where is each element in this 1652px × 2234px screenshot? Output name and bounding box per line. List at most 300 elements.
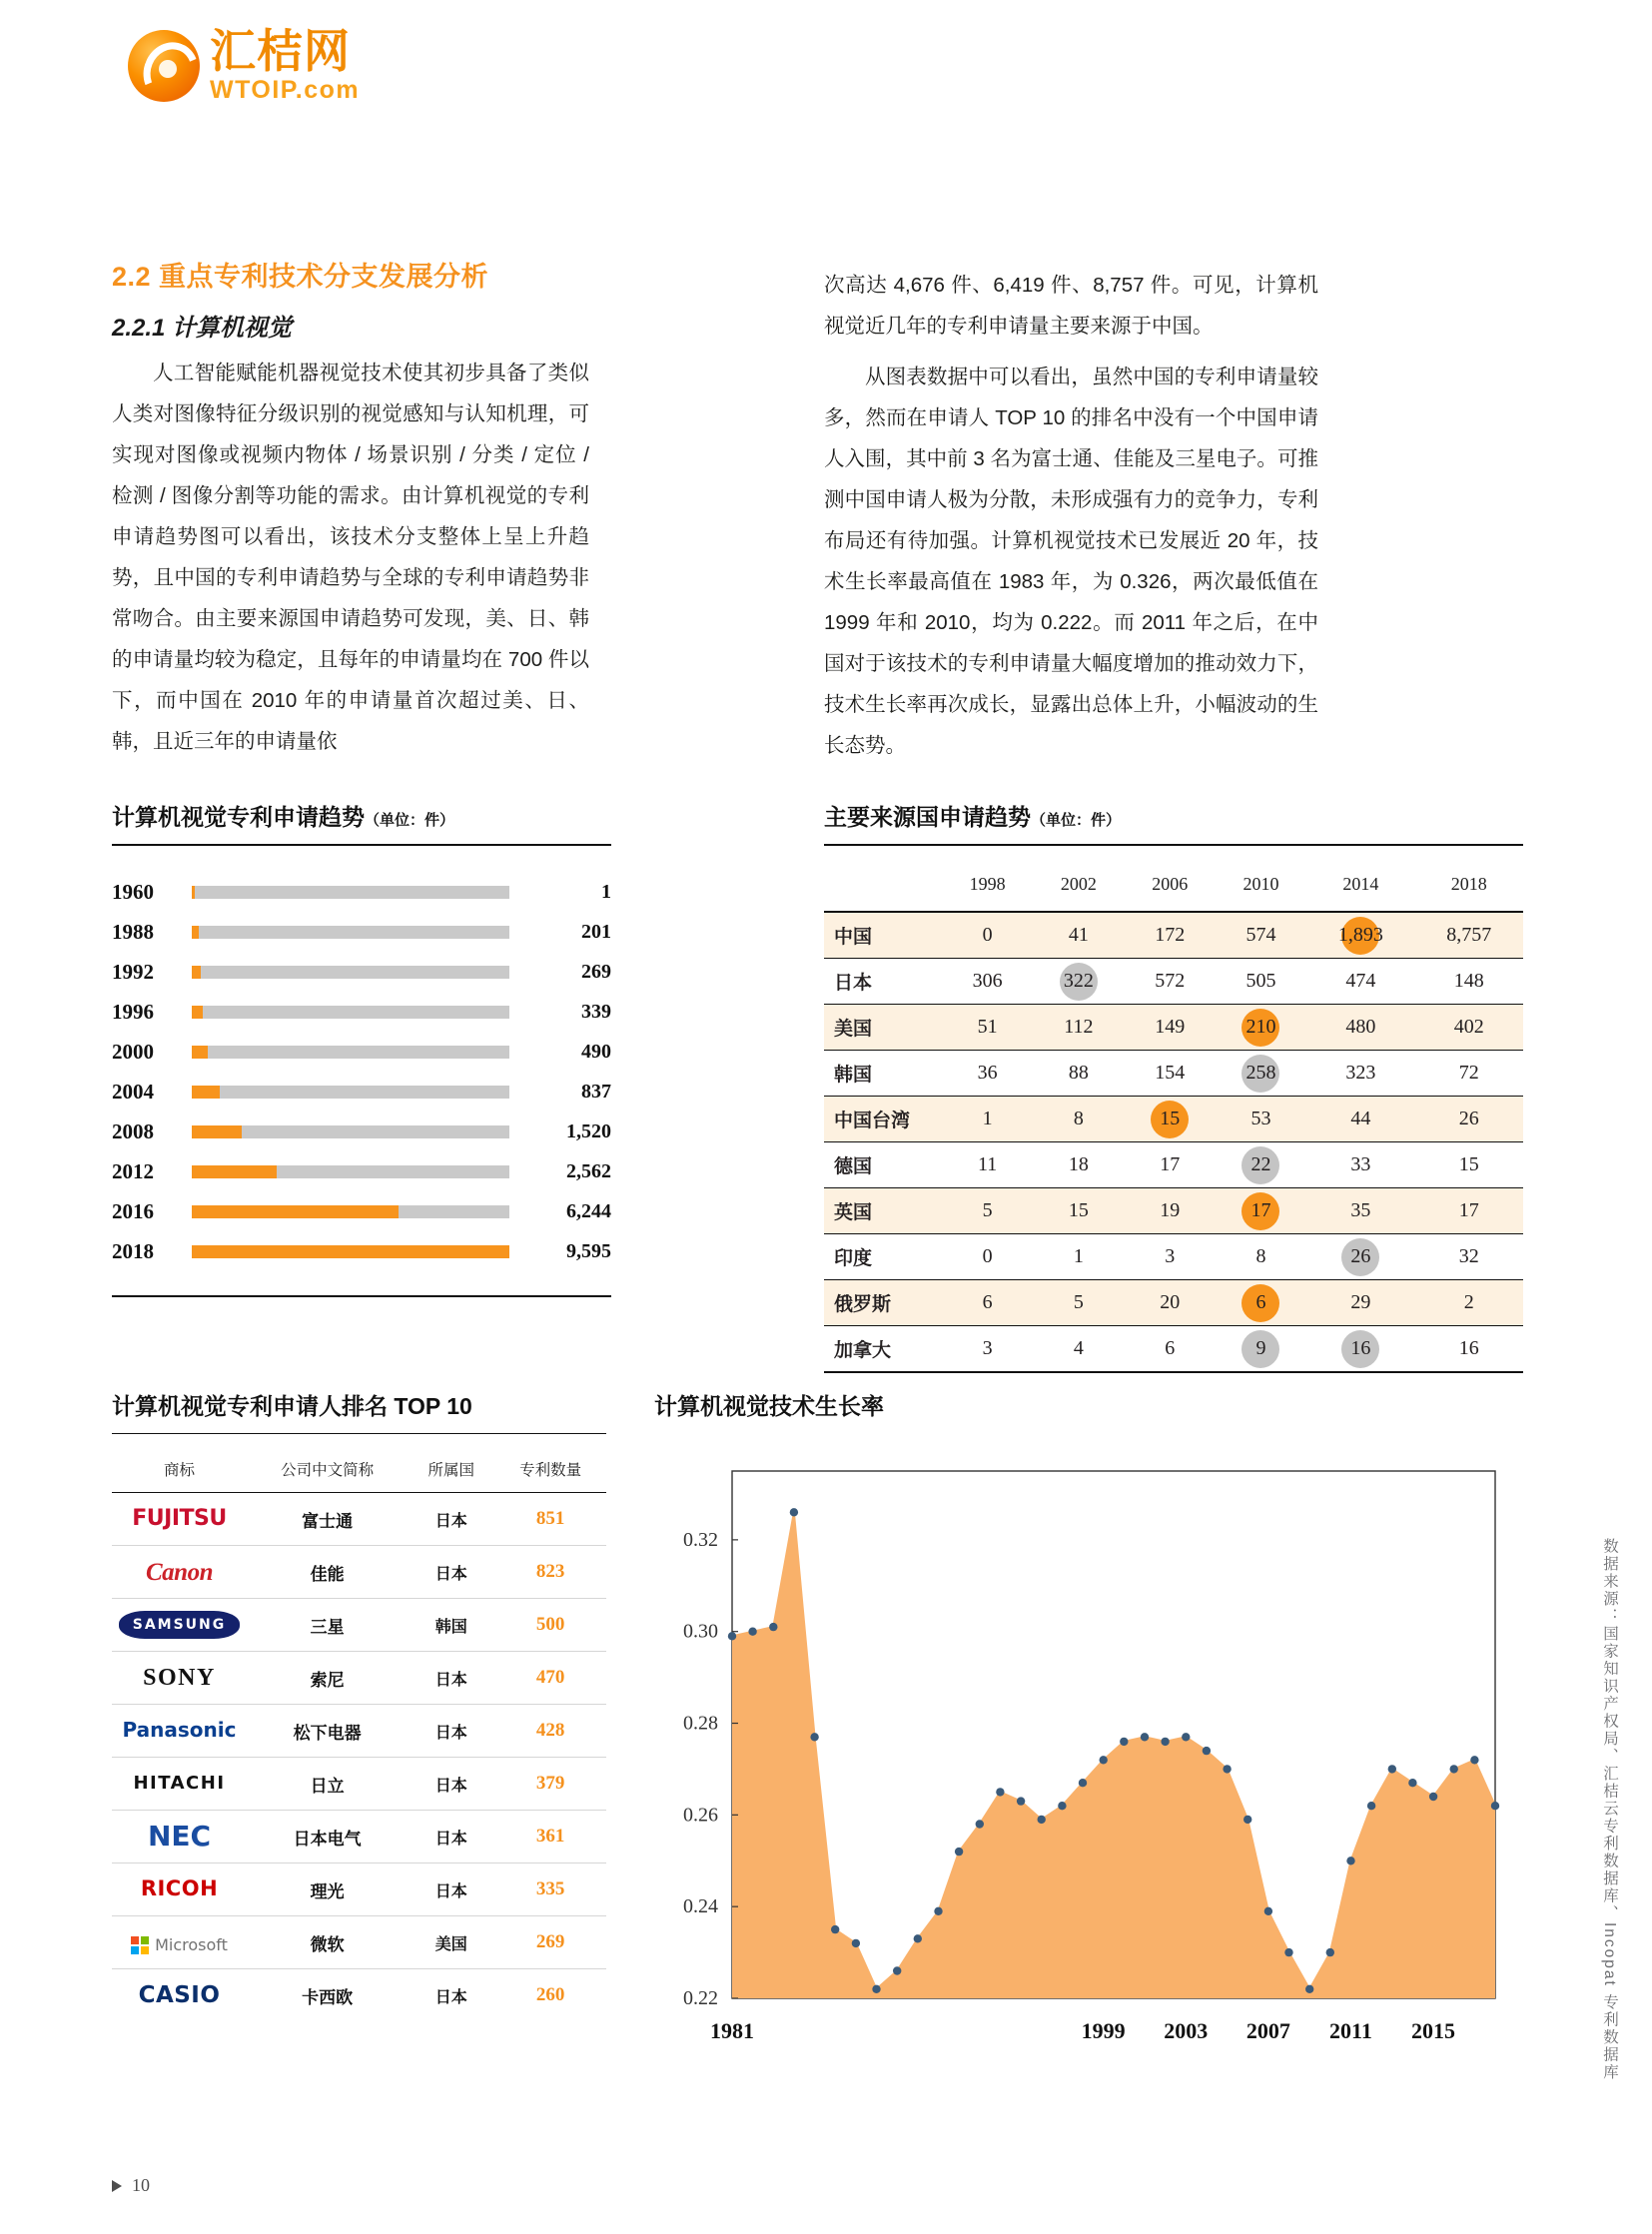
country-cell xyxy=(408,1493,494,1546)
bar-year-label: 2016 xyxy=(112,1198,154,1223)
data-point-marker xyxy=(1284,1948,1292,1956)
cell-value: 2 xyxy=(1463,1291,1474,1313)
bar-track xyxy=(192,966,509,979)
bar-chart-title: 计算机视觉专利申请趋势 xyxy=(112,804,365,830)
cell-value: 29 xyxy=(1350,1291,1371,1313)
bar-fill xyxy=(192,1046,208,1059)
country-name-cell: 日本 xyxy=(824,959,942,1005)
patent-count-cell xyxy=(494,1969,606,2022)
table-row xyxy=(824,1234,1523,1280)
country-cell xyxy=(408,1705,494,1758)
cell-value: 112 xyxy=(1064,1016,1094,1038)
country-value-cell xyxy=(1306,1280,1414,1326)
data-point-marker xyxy=(1203,1747,1211,1755)
brand-wordmark: Microsoft xyxy=(155,1934,228,1954)
bar-chart-unit: （单位：件） xyxy=(365,812,455,829)
cell-value: 3 xyxy=(982,1337,993,1359)
body-paragraph-right-2: 从图表数据中可以看出，虽然中国的专利申请量较多，然而在申请人 TOP 10 的排名中没有一个中国申请人入围，其中前 3 名为富士通、佳能及三星电子。可推测中国申请人极为分散，未形成强有力的竞争力，专利布局还有待加强。计算机视觉技术已发展近 20 年，技术生长率最高值在 1983 年，为 0.326，两次最低值在 1999 年和 2010，均为 0.222。而 2011 年之后，在中国对于该技术的专利申请量大幅度增加的推动效力下，技术生长率再次成长，显露出总体上升，小幅波动的生长态势。 xyxy=(824,366,1318,757)
cell-value: 4 xyxy=(1073,1337,1084,1359)
cell-value: 379 xyxy=(535,1773,565,1794)
brand-logo-cell xyxy=(112,1758,247,1811)
cell-value: 26 xyxy=(1458,1108,1479,1129)
table-row xyxy=(112,1916,606,1969)
bar-track xyxy=(192,1205,509,1218)
bar-value-label: 2,562 xyxy=(566,1159,611,1182)
data-point-marker xyxy=(852,1939,860,1947)
cell-value: 20 xyxy=(1160,1291,1181,1313)
cell-value: 16 xyxy=(1350,1337,1371,1359)
brand-logo-cell xyxy=(112,1863,247,1916)
table-row xyxy=(824,1005,1523,1051)
bar-value-label: 269 xyxy=(581,960,611,983)
data-point-marker xyxy=(1470,1756,1478,1764)
site-logo xyxy=(128,25,361,104)
data-point-marker xyxy=(1141,1733,1149,1741)
bar-row xyxy=(112,992,611,1032)
y-axis-tick-label: 0.22 xyxy=(683,1987,718,2009)
country-table-col-header: 2002 xyxy=(1033,860,1124,912)
country-value-cell xyxy=(1125,1280,1216,1326)
x-axis-tick-label: 2007 xyxy=(1245,2018,1290,2043)
cell-value: 210 xyxy=(1245,1016,1276,1038)
country-value-cell xyxy=(1033,1051,1124,1097)
cell-value: 335 xyxy=(535,1878,565,1899)
cell-value: 15 xyxy=(1068,1199,1089,1221)
country-value-cell xyxy=(1415,1051,1523,1097)
cell-value: 11 xyxy=(978,1153,998,1175)
country-name-cell: 韩国 xyxy=(824,1051,942,1097)
cell-value: 6 xyxy=(982,1291,993,1313)
logo-domain: WTOIP.com xyxy=(210,76,361,104)
bar-year-label: 2012 xyxy=(112,1158,154,1183)
cell-value: 日本 xyxy=(434,1671,467,1689)
top10-col-header: 所属国 xyxy=(408,1448,494,1493)
data-point-marker xyxy=(1408,1779,1416,1787)
bar-row xyxy=(112,912,611,952)
data-point-marker xyxy=(1450,1765,1458,1773)
source-country-trend-table xyxy=(824,799,1523,1373)
cell-value: 35 xyxy=(1350,1199,1371,1221)
microsoft-squares-icon xyxy=(131,1936,149,1954)
country-value-cell xyxy=(942,1326,1033,1373)
cell-value: 51 xyxy=(977,1016,998,1038)
data-point-marker xyxy=(1058,1802,1066,1810)
bar-value-label: 837 xyxy=(581,1080,611,1103)
bar-year-label: 2008 xyxy=(112,1118,154,1143)
cell-value: 佳能 xyxy=(310,1564,345,1584)
x-axis-tick-label: 2003 xyxy=(1164,2018,1209,2043)
cell-value: 日本 xyxy=(434,1777,467,1795)
company-name-cell xyxy=(247,1916,408,1969)
brand-wordmark: NEC xyxy=(147,1820,212,1853)
triangle-icon xyxy=(112,2180,122,2192)
country-value-cell xyxy=(1125,1234,1216,1280)
company-name-cell xyxy=(247,1705,408,1758)
country-name-cell: 德国 xyxy=(824,1142,942,1188)
country-cell xyxy=(408,1546,494,1599)
bar-row xyxy=(112,1151,611,1191)
bar-track xyxy=(192,1086,509,1099)
country-value-cell xyxy=(1415,1005,1523,1051)
country-value-cell xyxy=(1125,1142,1216,1188)
data-point-marker xyxy=(1491,1802,1499,1810)
country-value-cell xyxy=(1216,1280,1306,1326)
top10-header-row xyxy=(112,1448,606,1493)
country-value-cell xyxy=(1415,1188,1523,1234)
x-axis-tick-label: 1999 xyxy=(1081,2018,1126,2043)
patent-count-cell xyxy=(494,1811,606,1863)
cell-value: 572 xyxy=(1155,970,1186,992)
cell-value: 470 xyxy=(535,1667,565,1688)
table-row xyxy=(112,1811,606,1863)
y-axis-tick-label: 0.30 xyxy=(683,1620,718,1643)
cell-value: 日本 xyxy=(434,1724,467,1742)
bar-row xyxy=(112,1112,611,1151)
patent-trend-bar-chart xyxy=(112,799,611,1297)
patent-count-cell xyxy=(494,1916,606,1969)
data-point-marker xyxy=(893,1966,901,1974)
cell-value: 260 xyxy=(535,1984,565,2006)
data-point-marker xyxy=(831,1925,839,1933)
patent-count-cell xyxy=(494,1599,606,1652)
bar-chart-bottom-rule xyxy=(112,1295,611,1297)
country-value-cell xyxy=(942,1097,1033,1142)
company-name-cell xyxy=(247,1652,408,1705)
data-source-note: 数据来源：国家知识产权局、汇桔云专利数据库、Incopat 专利数据库 xyxy=(1601,1538,1618,2081)
bar-fill xyxy=(192,1205,399,1218)
table-row xyxy=(824,959,1523,1005)
y-axis-tick-label: 0.28 xyxy=(683,1712,718,1735)
cell-value: 269 xyxy=(535,1931,565,1952)
data-point-marker xyxy=(1388,1765,1396,1773)
country-value-cell xyxy=(942,1188,1033,1234)
data-point-marker xyxy=(872,1985,880,1993)
cell-value: 理光 xyxy=(310,1881,345,1901)
patent-count-cell xyxy=(494,1863,606,1916)
country-value-cell xyxy=(1033,1280,1124,1326)
bar-fill xyxy=(192,966,201,979)
cell-value: 148 xyxy=(1453,970,1484,992)
country-table-unit: （单位：件） xyxy=(1031,812,1122,829)
country-cell xyxy=(408,1969,494,2022)
country-value-cell xyxy=(1216,912,1306,959)
company-name-cell xyxy=(247,1863,408,1916)
brand-wordmark: Canon xyxy=(146,1558,213,1586)
company-name-cell xyxy=(247,1599,408,1652)
bar-value-label: 339 xyxy=(581,1000,611,1023)
cell-value: 6 xyxy=(1165,1337,1176,1359)
country-value-cell xyxy=(942,1005,1033,1051)
cell-value: 索尼 xyxy=(310,1670,345,1690)
country-value-cell xyxy=(1033,1005,1124,1051)
country-value-cell xyxy=(1033,1234,1124,1280)
x-axis-tick-label: 2011 xyxy=(1329,2018,1372,2043)
logo-text xyxy=(210,25,361,104)
cell-value: 日本电气 xyxy=(293,1829,362,1849)
bar-track xyxy=(192,1125,509,1138)
body-paragraph-left: 人工智能赋能机器视觉技术使其初步具备了类似人类对图像特征分级识别的视觉感知与认知机理，可实现对图像或视频内物体 / 场景识别 / 分类 / 定位 / 检测 / 图像分割等功能的需求。由计算机视觉的专利申请趋势图可以看出，该技术分支整体上呈上升趋势，且中国的专利申请趋势与全球的专利申请趋势非常吻合。由主要来源国申请趋势可发现，美、日、韩的申请量均较为稳定，且每年的申请量均在 700 件以下，而中国在 2010 年的申请量首次超过美、日、韩，且近三年的申请量依 xyxy=(112,362,589,753)
logo-mark-icon xyxy=(128,30,200,102)
bar-chart-title-row xyxy=(112,799,611,832)
top10-col-header: 公司中文简称 xyxy=(247,1448,408,1493)
bar-year-label: 2018 xyxy=(112,1238,154,1263)
country-value-cell xyxy=(1415,1234,1523,1280)
cell-value: 44 xyxy=(1350,1108,1371,1129)
brand-logo-cell xyxy=(112,1811,247,1863)
cell-value: 日本 xyxy=(434,1882,467,1900)
bar-row xyxy=(112,1072,611,1112)
patent-count-cell xyxy=(494,1758,606,1811)
table-row xyxy=(824,1188,1523,1234)
brand-wordmark: SAMSUNG xyxy=(119,1611,241,1639)
table-row xyxy=(824,1097,1523,1142)
company-name-cell xyxy=(247,1493,408,1546)
data-point-marker xyxy=(996,1788,1004,1796)
growth-chart-svg xyxy=(654,1449,1513,2068)
cell-value: 17 xyxy=(1250,1199,1271,1221)
logo-chinese-name: 汇桔网 xyxy=(210,25,351,77)
country-name-cell: 印度 xyxy=(824,1234,942,1280)
cell-value: 851 xyxy=(535,1508,565,1529)
table-row xyxy=(112,1863,606,1916)
tech-growth-rate-chart xyxy=(654,1388,1523,2068)
bar-fill xyxy=(192,1086,220,1099)
top10-col-header: 专利数量 xyxy=(494,1448,606,1493)
country-value-cell xyxy=(942,959,1033,1005)
country-name-cell: 俄罗斯 xyxy=(824,1280,942,1326)
country-value-cell xyxy=(1216,1051,1306,1097)
cell-value: 15 xyxy=(1160,1108,1181,1129)
data-point-marker xyxy=(1429,1793,1437,1801)
company-name-cell xyxy=(247,1758,408,1811)
bar-fill xyxy=(192,926,199,939)
table-row xyxy=(824,1051,1523,1097)
bar-year-label: 2004 xyxy=(112,1079,154,1104)
country-table-header-row xyxy=(824,860,1523,912)
country-value-cell xyxy=(1216,1188,1306,1234)
bar-fill xyxy=(192,1006,203,1019)
country-value-cell xyxy=(1415,1326,1523,1373)
country-value-cell xyxy=(1033,912,1124,959)
country-name-cell: 中国 xyxy=(824,912,942,959)
body-paragraph-right-1: 次高达 4,676 件、6,419 件、8,757 件。可见，计算机视觉近几年的专利申请量主要来源于中国。 xyxy=(824,274,1318,338)
country-data-table xyxy=(824,860,1523,1373)
brand-wordmark: RICOH xyxy=(140,1876,219,1900)
country-value-cell xyxy=(1306,1188,1414,1234)
cell-value: 149 xyxy=(1155,1016,1186,1038)
country-value-cell xyxy=(1306,1142,1414,1188)
country-value-cell xyxy=(942,1051,1033,1097)
country-value-cell xyxy=(1216,1142,1306,1188)
cell-value: 258 xyxy=(1245,1062,1276,1084)
country-name-cell: 英国 xyxy=(824,1188,942,1234)
brand-logo-cell xyxy=(112,1652,247,1705)
country-value-cell xyxy=(1415,1280,1523,1326)
cell-value: 美国 xyxy=(434,1935,467,1953)
country-value-cell xyxy=(1306,1005,1414,1051)
brand-logo-cell xyxy=(112,1599,247,1652)
patent-count-cell xyxy=(494,1705,606,1758)
country-cell xyxy=(408,1811,494,1863)
top10-title: 计算机视觉专利申请人排名 TOP 10 xyxy=(112,1393,472,1419)
cell-value: 480 xyxy=(1345,1016,1376,1038)
data-point-marker xyxy=(728,1632,736,1640)
brand-logo-cell xyxy=(112,1969,247,2022)
cell-value: 306 xyxy=(972,970,1003,992)
top10-top-rule xyxy=(112,1433,606,1434)
country-value-cell xyxy=(942,1280,1033,1326)
country-value-cell xyxy=(1306,1051,1414,1097)
cell-value: 日本 xyxy=(434,1565,467,1583)
country-value-cell xyxy=(1415,1097,1523,1142)
cell-value: 172 xyxy=(1155,924,1186,946)
country-table-col-header: 1998 xyxy=(942,860,1033,912)
cell-value: 574 xyxy=(1245,924,1276,946)
cell-value: 8,757 xyxy=(1446,924,1492,946)
table-row xyxy=(824,1142,1523,1188)
data-point-marker xyxy=(769,1623,777,1631)
bar-year-label: 2000 xyxy=(112,1039,154,1064)
country-value-cell xyxy=(1125,1188,1216,1234)
data-point-marker xyxy=(1079,1779,1087,1787)
data-point-marker xyxy=(1161,1738,1169,1746)
data-point-marker xyxy=(1243,1816,1251,1824)
country-value-cell xyxy=(1216,1097,1306,1142)
cell-value: 8 xyxy=(1073,1108,1084,1129)
data-point-marker xyxy=(1017,1797,1025,1805)
x-axis-tick-label: 2015 xyxy=(1411,2018,1456,2043)
cell-value: 微软 xyxy=(310,1934,345,1954)
table-row xyxy=(112,1652,606,1705)
country-cell xyxy=(408,1599,494,1652)
growth-chart-plot xyxy=(654,1449,1513,2068)
y-axis-tick-label: 0.24 xyxy=(683,1895,718,1918)
company-name-cell xyxy=(247,1969,408,2022)
microsoft-logo-icon xyxy=(131,1936,228,1954)
cell-value: 505 xyxy=(1245,970,1276,992)
cell-value: 6 xyxy=(1255,1291,1266,1313)
country-table-col-header: 2006 xyxy=(1125,860,1216,912)
cell-value: 9 xyxy=(1255,1337,1266,1359)
cell-value: 日本 xyxy=(434,1512,467,1530)
table-row xyxy=(112,1546,606,1599)
bar-value-label: 490 xyxy=(581,1040,611,1063)
left-text-column xyxy=(112,255,589,762)
cell-value: 26 xyxy=(1350,1245,1371,1267)
bar-value-label: 6,244 xyxy=(566,1199,611,1222)
growth-chart-title: 计算机视觉技术生长率 xyxy=(654,1393,884,1419)
country-value-cell xyxy=(1125,1097,1216,1142)
cell-value: 823 xyxy=(535,1561,565,1582)
cell-value: 1 xyxy=(1073,1245,1084,1267)
cell-value: 松下电器 xyxy=(293,1723,362,1743)
country-value-cell xyxy=(1216,959,1306,1005)
cell-value: 500 xyxy=(535,1614,565,1635)
cell-value: 154 xyxy=(1155,1062,1186,1084)
country-value-cell xyxy=(1125,1005,1216,1051)
bar-row xyxy=(112,1191,611,1231)
bar-fill xyxy=(192,1245,509,1258)
cell-value: 富士通 xyxy=(302,1511,354,1531)
cell-value: 428 xyxy=(535,1720,565,1741)
cell-value: 402 xyxy=(1453,1016,1484,1038)
country-cell xyxy=(408,1758,494,1811)
cell-value: 15 xyxy=(1458,1153,1479,1175)
cell-value: 41 xyxy=(1068,924,1089,946)
cell-value: 17 xyxy=(1160,1153,1181,1175)
country-value-cell xyxy=(1125,1051,1216,1097)
country-value-cell xyxy=(1033,1097,1124,1142)
country-name-cell: 加拿大 xyxy=(824,1326,942,1373)
cell-value: 0 xyxy=(982,924,993,946)
country-table-top-rule xyxy=(824,844,1523,846)
data-point-marker xyxy=(1100,1756,1108,1764)
top10-applicants-table xyxy=(112,1388,606,2022)
country-table-col-header: 2014 xyxy=(1306,860,1414,912)
bar-fill xyxy=(192,886,195,899)
cell-value: 18 xyxy=(1068,1153,1089,1175)
country-value-cell xyxy=(1306,1097,1414,1142)
cell-value: 卡西欧 xyxy=(302,1987,354,2007)
cell-value: 0 xyxy=(982,1245,993,1267)
bar-year-label: 1992 xyxy=(112,959,154,984)
cell-value: 5 xyxy=(1073,1291,1084,1313)
table-row xyxy=(112,1705,606,1758)
right-text-column xyxy=(824,255,1318,766)
data-point-marker xyxy=(976,1820,984,1828)
bar-row xyxy=(112,1032,611,1072)
brand-wordmark: HITACHI xyxy=(133,1772,226,1794)
table-row xyxy=(824,912,1523,959)
data-point-marker xyxy=(1367,1802,1375,1810)
table-row xyxy=(824,1326,1523,1373)
data-point-marker xyxy=(1305,1985,1313,1993)
cell-value: 8 xyxy=(1255,1245,1266,1267)
brand-wordmark: Panasonic xyxy=(122,1718,237,1742)
y-axis-tick-label: 0.32 xyxy=(683,1528,718,1551)
patent-count-cell xyxy=(494,1493,606,1546)
brand-logo-cell xyxy=(112,1546,247,1599)
bar-row xyxy=(112,1231,611,1271)
brand-wordmark: FUJITSU xyxy=(132,1506,227,1531)
bar-value-label: 1,520 xyxy=(566,1119,611,1142)
cell-value: 三星 xyxy=(310,1617,345,1637)
country-value-cell xyxy=(1306,1326,1414,1373)
country-value-cell xyxy=(1415,959,1523,1005)
bar-row xyxy=(112,952,611,992)
cell-value: 88 xyxy=(1068,1062,1089,1084)
bar-track xyxy=(192,1245,509,1258)
country-table-title-row xyxy=(824,799,1523,832)
country-cell xyxy=(408,1652,494,1705)
brand-logo-cell xyxy=(112,1493,247,1546)
cell-value: 32 xyxy=(1458,1245,1479,1267)
bar-fill xyxy=(192,1165,277,1178)
x-axis-tick-label: 1981 xyxy=(710,2018,754,2043)
cell-value: 日本 xyxy=(434,1830,467,1848)
country-value-cell xyxy=(942,1142,1033,1188)
country-value-cell xyxy=(1033,1188,1124,1234)
subsection-heading: 2.2.1 计算机视觉 xyxy=(112,315,293,342)
data-point-marker xyxy=(1223,1765,1231,1773)
data-point-marker xyxy=(810,1733,818,1741)
country-value-cell xyxy=(1216,1234,1306,1280)
cell-value: 5 xyxy=(982,1199,993,1221)
data-point-marker xyxy=(1346,1857,1354,1864)
cell-value: 1,893 xyxy=(1337,924,1383,946)
cell-value: 日本 xyxy=(434,1988,467,2006)
y-axis-tick-label: 0.26 xyxy=(683,1804,718,1827)
